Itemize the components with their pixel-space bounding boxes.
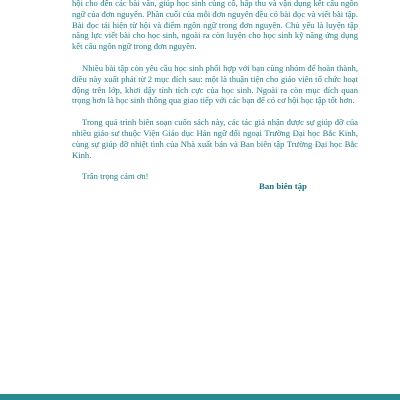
paragraph-2: Nhiều bài tập còn yêu cầu học sinh phối hợp với bạn cùng nhóm để hoàn thành, điều này xuất phát từ 2 mục đích sau: một là thuận tiện cho giáo viên tổ chức hoạt động trên lớp, khơi dậy tính tích cực của học sinh. Ngoài ra còn mục đích quan trọng hơn là học sinh thông qua giao tiếp với các bạn để có cơ hội học tập tốt hơn. xyxy=(72,62,358,106)
paragraph-3: Trong quá trình biên soạn cuốn sách này, các tác giả nhận được sự giúp đỡ của nhiều giáo sư thuộc Viện Giáo dục Hán ngữ đối ngoại Trường Đại học Bắc Kinh, cùng sự giúp đỡ nhiệt tình của Nhà xuất bản và Ban biên tập Trường Đại học Bắc Kinh. xyxy=(72,117,358,160)
preface-body xyxy=(72,0,358,193)
signature-editorial-board: Ban biên tập xyxy=(259,181,307,191)
paragraph-1: hội cho đến các bài văn, giúp học sinh củng cố, hấp thu và vận dụng kết cấu ngôn ngữ của đơn nguyên. Phần cuối của mỗi đơn nguyên đều có bài đọc và viết bài tập. Bài đọc tái hiện từ hội và điểm ngôn ngữ trong đơn nguyên. Chủ yếu là luyện tập năng lực viết bài cho học sinh, ngoài ra còn luyện cho học sinh kỹ năng ứng dụng kết cấu ngôn ngữ trong đơn nguyên. xyxy=(72,0,358,52)
page-bottom-bar xyxy=(0,394,400,400)
closing-thanks: Trân trọng cảm ơn! xyxy=(82,171,149,182)
